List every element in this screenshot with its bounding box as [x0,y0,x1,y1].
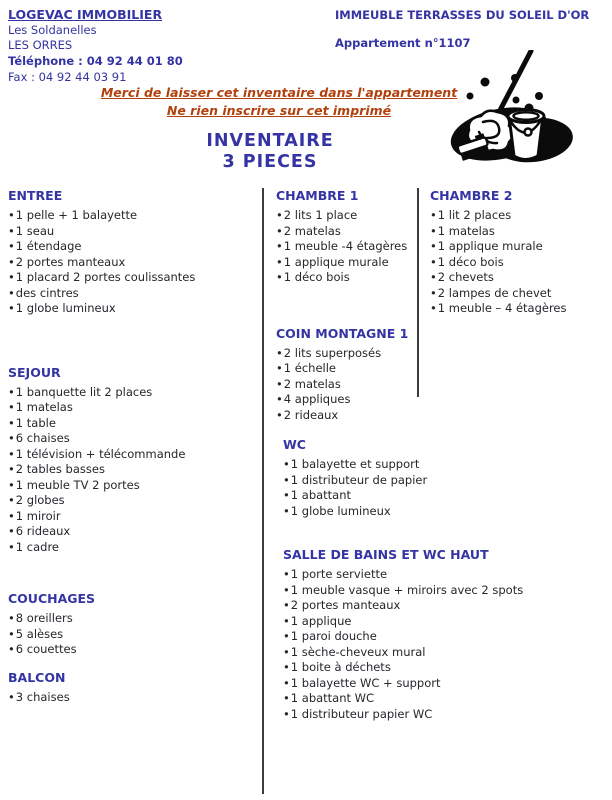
inventory-item [283,567,514,583]
bullet-icon: • [8,446,15,461]
item-text: 1 globe lumineux [290,503,391,518]
bullet-icon: • [8,431,15,445]
item-text: 2 portes manteaux [15,254,126,269]
item-text: 1 globe lumineux [15,301,116,315]
inventory-item [8,224,260,240]
inventory-item [8,462,260,478]
inventory-item [8,493,260,509]
column-divider-left [262,188,264,794]
item-text: 2 tables basses [15,462,105,476]
bullet-icon: • [8,415,15,430]
inventory-item [283,457,514,473]
bullet-icon: • [283,488,290,502]
inventory-item [430,255,610,271]
title-line-1: INVENTAIRE [206,131,334,151]
item-text: 1 distributeur de papier [290,472,428,487]
item-text: 1 distributeur papier WC [290,706,433,721]
bullet-icon: • [8,689,15,704]
bullet-icon: • [276,376,283,391]
bullet-icon: • [283,582,290,597]
inventory-item [8,208,260,224]
inventory-item [283,629,514,645]
item-text: 1 banquette lit 2 places [15,384,153,399]
bullet-icon: • [8,208,15,222]
inventory-section [276,326,514,424]
bullet-icon: • [276,208,283,222]
item-text: 1 placard 2 portes coulissantes [15,270,196,284]
bullet-icon: • [283,598,290,612]
inventory-item [8,286,260,302]
building-name: IMMEUBLE TERRASSES DU SOLEIL D'OR [335,8,590,22]
item-text: 1 table [15,415,56,430]
item-text: 1 meuble vasque + miroirs avec 2 spots [290,582,524,597]
bullet-icon: • [8,626,15,641]
bullet-icon: • [276,392,283,406]
bullet-icon: • [276,361,283,375]
item-text: des cintres [15,285,79,300]
item-text: 5 alèses [15,626,64,641]
inventory-item [283,614,514,630]
bullet-icon: • [283,457,290,471]
item-text: 2 portes manteaux [290,598,401,612]
inventory-item [430,270,610,286]
inventory-item [8,431,260,447]
bullet-icon: • [8,477,15,492]
agency-block [8,6,183,85]
bullet-icon: • [283,503,290,518]
inventory-item [283,707,514,723]
bullet-icon: • [430,254,437,269]
inventory-item [276,392,514,408]
item-text: 1 sèche-cheveux mural [290,644,426,659]
page-title [0,131,540,173]
bullet-icon: • [283,567,290,581]
inventory-item [8,385,260,401]
notice [0,84,558,120]
item-text: 2 globes [15,493,65,507]
agency-residence: Les Soldanelles [8,23,97,37]
item-text: 1 boite à déchets [290,660,391,674]
item-text: 1 pelle + 1 balayette [15,208,138,222]
section-title: BALCON [8,669,66,685]
item-text: 1 matelas [437,223,495,238]
inventory-item [8,400,260,416]
item-text: 6 couettes [15,642,77,656]
inventory-section [8,591,260,658]
section-title: CHAMBRE 2 [430,188,513,203]
inventory-item [283,645,514,661]
bullet-icon: • [8,239,15,253]
bullet-icon: • [430,208,437,222]
inventory-item [283,676,514,692]
bullet-icon: • [8,508,15,523]
section-title: CHAMBRE 1 [276,188,359,203]
item-text: 4 appliques [283,392,351,406]
bullet-icon: • [430,223,437,238]
bullet-icon: • [8,611,15,625]
inventory-item [430,286,610,302]
bullet-icon: • [283,706,290,721]
notice-line-1: Merci de laisser cet inventaire dans l'appartement [100,85,458,100]
inventory-item [430,301,610,317]
item-text: 1 applique [290,613,352,628]
item-text: 1 cadre [15,539,59,554]
bullet-icon: • [8,524,15,538]
item-text: 1 abattant WC [290,691,375,705]
item-text: 1 applique murale [283,254,389,269]
item-text: 1 télévision + télécommande [15,446,186,461]
item-text: 1 meuble – 4 étagères [437,301,567,315]
item-text: 1 lit 2 places [437,208,512,222]
inventory-item [8,690,260,706]
bullet-icon: • [8,400,15,414]
agency-fax: Fax : 04 92 44 03 91 [8,70,127,84]
inventory-item [276,408,514,424]
building-block [335,8,589,50]
inventory-item [276,361,514,377]
inventory-section [283,437,514,519]
bullet-icon: • [8,539,15,554]
section-title: SALLE DE BAINS ET WC HAUT [283,547,489,562]
item-text: 2 matelas [283,223,341,238]
inventory-item [8,524,260,540]
item-text: 1 meuble TV 2 portes [15,477,140,492]
item-text: 1 matelas [15,400,73,414]
inventory-item [430,208,610,224]
title-line-2: 3 PIECES [222,152,318,172]
item-text: 2 lits 1 place [283,208,358,222]
inventory-section [8,365,260,556]
item-text: 1 abattant [290,488,352,502]
item-text: 1 meuble -4 étagères [283,239,408,253]
bullet-icon: • [283,472,290,487]
item-text: 1 applique murale [437,239,543,253]
inventory-item [276,377,514,393]
bullet-icon: • [283,675,290,690]
inventory-item [8,270,260,286]
item-text: 6 rideaux [15,524,71,538]
item-text: 3 chaises [15,689,70,704]
inventory-item [283,582,524,599]
item-text: 1 déco bois [437,254,504,269]
item-text: 1 paroi douche [290,629,377,643]
inventory-item [283,691,514,707]
item-text: 2 lampes de chevet [437,285,552,300]
item-text: 2 lits superposés [283,345,382,360]
inventory-item [8,301,260,317]
inventory-item [8,627,260,643]
item-text: 1 seau [15,223,55,238]
item-text: 2 rideaux [283,407,339,422]
inventory-column-3 [430,188,610,317]
inventory-item [283,504,514,520]
section-title: ENTREE [8,188,63,203]
item-text: 1 étendage [15,239,82,253]
bullet-icon: • [8,270,15,284]
item-text: 2 chevets [437,270,494,284]
item-text: 1 échelle [283,361,336,375]
agency-name: LOGEVAC IMMOBILIER [8,7,163,22]
notice-line-2: Ne rien inscrire sur cet imprimé [166,103,392,118]
inventory-item [8,416,260,432]
apartment-number: Appartement n°1107 [335,36,471,50]
bullet-icon: • [8,642,15,656]
bullet-icon: • [8,384,15,399]
bullet-icon: • [276,239,283,253]
item-text: 8 oreillers [15,611,73,625]
bullet-icon: • [8,223,15,238]
section-title: WC [283,437,306,452]
bullet-icon: • [283,613,290,628]
inventory-item [8,255,260,271]
item-text: 1 miroir [15,508,61,523]
bullet-icon: • [276,345,283,360]
item-text: 1 porte serviette [290,567,388,581]
bullet-icon: • [430,301,437,315]
inventory-item [8,611,260,627]
inventory-section [8,670,260,706]
section-title: COUCHAGES [8,591,96,606]
item-text: 6 chaises [15,431,70,445]
bullet-icon: • [430,239,437,253]
inventory-item [430,239,610,255]
inventory-item [283,488,514,504]
inventory-section [8,188,260,317]
bullet-icon: • [430,270,437,284]
agency-city: LES ORRES [8,38,73,52]
inventory-item [8,540,260,556]
inventory-item [276,346,514,362]
inventory-item [8,239,260,255]
bullet-icon: • [283,660,290,674]
bullet-icon: • [8,285,15,300]
inventory-item [283,473,514,489]
item-text: 2 matelas [283,376,341,391]
item-text: 1 déco bois [283,270,350,284]
bullet-icon: • [276,254,283,269]
inventory-item [8,509,260,525]
bullet-icon: • [283,629,290,643]
inventory-item [8,642,260,658]
inventory-item [8,478,260,494]
bullet-icon: • [276,223,283,238]
agency-phone: Téléphone : 04 92 44 01 80 [8,54,183,68]
section-title: COIN MONTAGNE 1 [276,325,409,341]
bullet-icon: • [8,254,15,269]
inventory-item [8,447,260,463]
inventory-column-1 [8,188,260,705]
bullet-icon: • [276,407,283,422]
bullet-icon: • [430,285,437,300]
item-text: 1 balayette WC + support [290,675,441,690]
section-title: SEJOUR [8,364,61,380]
inventory-item [283,598,514,614]
inventory-item [430,224,610,240]
item-text: 1 balayette et support [290,457,420,471]
bullet-icon: • [8,493,15,507]
inventory-section [430,188,610,317]
bullet-icon: • [8,462,15,476]
inventory-item [283,660,514,676]
bullet-icon: • [8,301,15,315]
bullet-icon: • [276,270,283,284]
bullet-icon: • [283,644,290,659]
inventory-section [283,547,524,722]
bullet-icon: • [283,691,290,705]
